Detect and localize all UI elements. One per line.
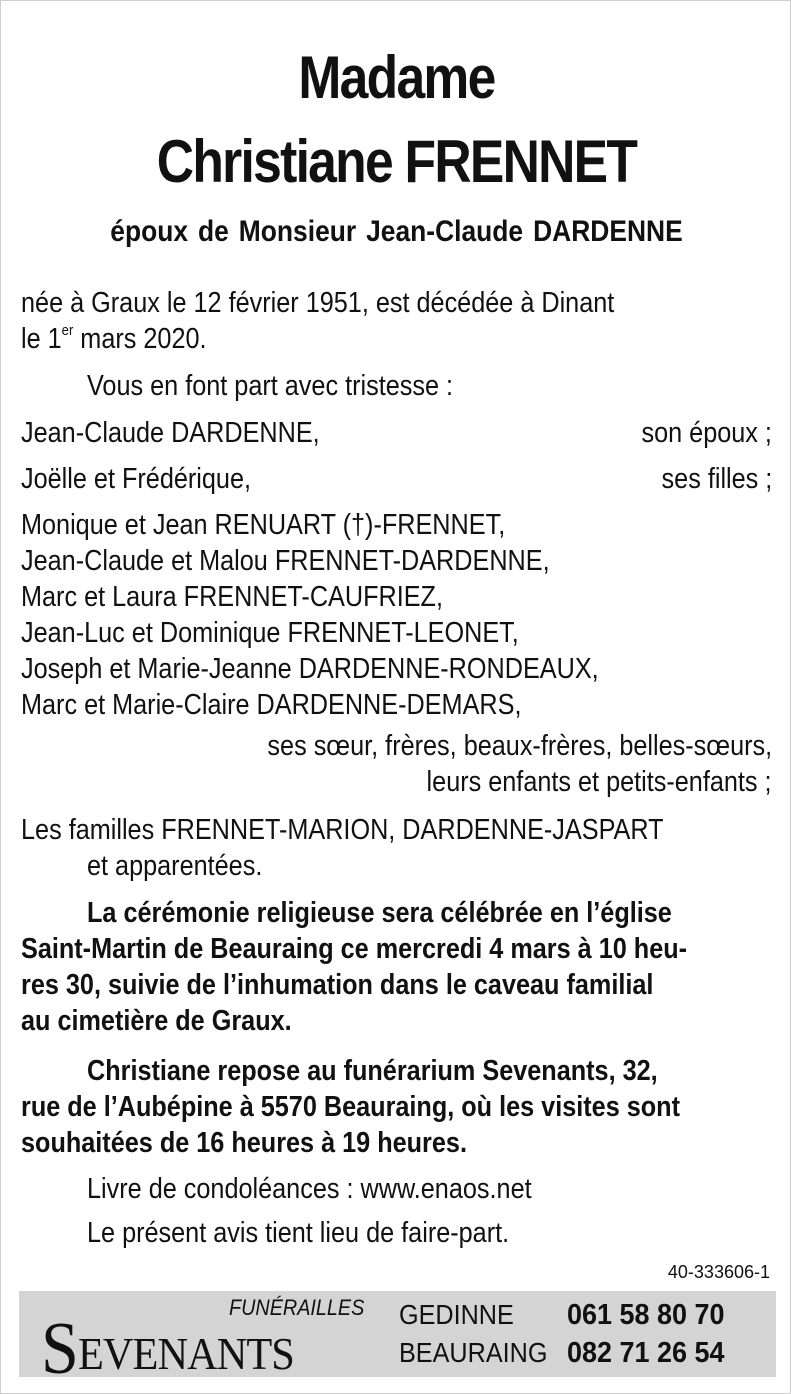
family-name-2: Joëlle et Frédérique, <box>21 463 252 495</box>
funeral-home-logo <box>41 1307 294 1392</box>
contact-phone-beauraing: 082 71 26 54 <box>567 1337 725 1369</box>
condolences-line: Livre de condoléances : www.enaos.net <box>87 1173 532 1205</box>
siblings-relation-2: leurs enfants et petits-enfants ; <box>426 766 772 798</box>
rest-line: souhaitées de 16 heures à 19 heures. <box>21 1127 467 1159</box>
date-text: le 1 <box>21 323 62 355</box>
ceremony-line: res 30, suivie de l’inhumation dans le caveau familial <box>21 969 654 1001</box>
sibling-line: Joseph et Marie-Jeanne DARDENNE-RONDEAUX, <box>21 653 599 685</box>
contact-city-gedinne: GEDINNE <box>399 1299 514 1330</box>
family-relation-2: ses filles ; <box>661 463 772 495</box>
reference-number: 40-333606-1 <box>667 1262 770 1282</box>
logo-initial: S <box>41 1308 78 1390</box>
logo-rest: EVENANTS <box>77 1328 294 1379</box>
ceremony-line: Saint-Martin de Beauraing ce mercredi 4 mars à 10 heu- <box>21 933 688 965</box>
sibling-line: Jean-Claude et Malou FRENNET-DARDENNE, <box>21 545 550 577</box>
families-line-1: Les familles FRENNET-MARION, DARDENNE-JASPART <box>21 814 664 846</box>
ceremony-line: La cérémonie religieuse sera célébrée en l’église <box>87 897 672 929</box>
family-name-1: Jean-Claude DARDENNE, <box>21 417 320 449</box>
logo-subtitle: FUNÉRAILLES <box>229 1295 365 1320</box>
siblings-relation-1: ses sœur, frères, beaux-frères, belles-sœurs, <box>267 730 772 762</box>
rest-line: rue de l’Aubépine à 5570 Beauraing, où les visites sont <box>21 1091 681 1123</box>
sibling-line: Marc et Laura FRENNET-CAUFRIEZ, <box>21 581 443 613</box>
notice-line: Le présent avis tient lieu de faire-part. <box>87 1217 510 1249</box>
sibling-line: Jean-Luc et Dominique FRENNET-LEONET, <box>21 617 519 649</box>
sibling-line: Monique et Jean RENUART (†)-FRENNET, <box>21 509 506 541</box>
ceremony-line: au cimetière de Graux. <box>21 1005 292 1037</box>
date-text-end: mars 2020. <box>73 323 207 355</box>
contact-phone-gedinne: 061 58 80 70 <box>567 1299 725 1331</box>
family-relation-1: son époux ; <box>641 417 772 449</box>
title-line-2: Christiane FRENNET <box>156 128 637 195</box>
birth-death-line-2 <box>21 321 207 357</box>
ordinal-superscript: er <box>61 322 74 339</box>
birth-death-line-1: née à Graux le 12 février 1951, est décédée à Dinant <box>21 287 615 319</box>
families-line-2: et apparentées. <box>87 850 263 882</box>
funeral-home-banner <box>19 1291 776 1390</box>
intro-line: Vous en font part avec tristesse : <box>87 370 454 402</box>
sibling-line: Marc et Marie-Claire DARDENNE-DEMARS, <box>21 689 522 721</box>
title-line-1: Madame <box>298 44 495 111</box>
contact-city-beauraing: BEAURAING <box>399 1337 548 1368</box>
rest-line: Christiane repose au funérarium Sevenants, 32, <box>87 1055 658 1087</box>
spouse-line: époux de Monsieur Jean-Claude DARDENNE <box>110 215 683 248</box>
